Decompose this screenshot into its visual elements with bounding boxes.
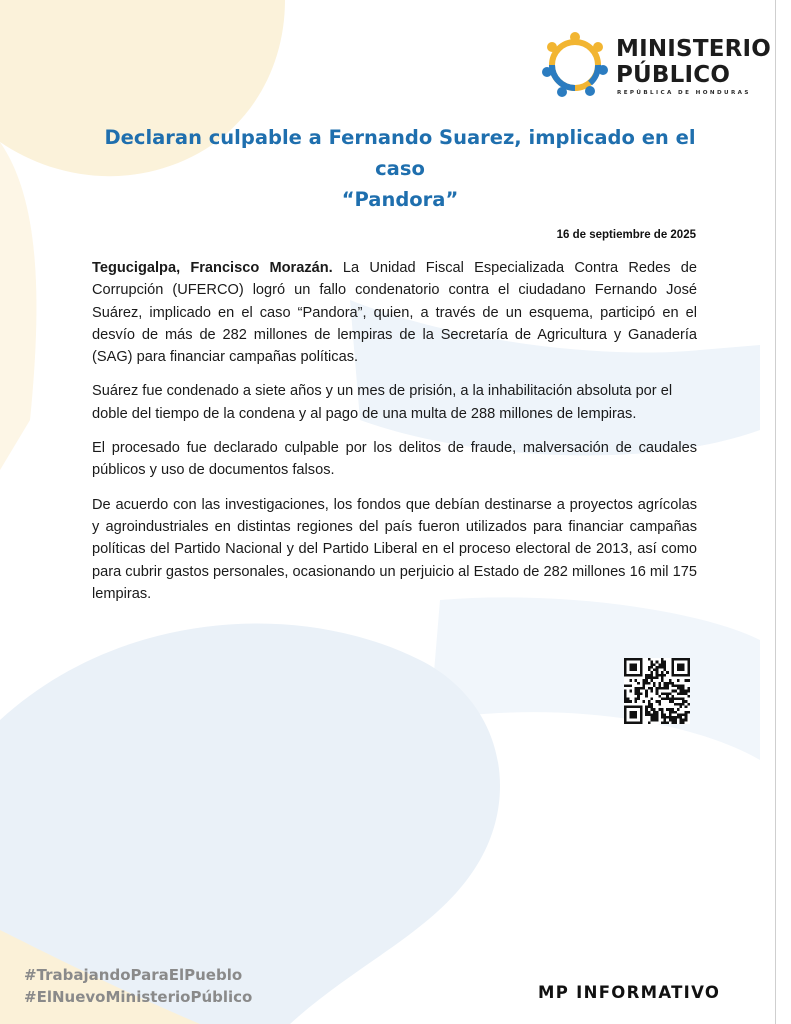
logo-word-ministerio: MINISTERIO	[616, 36, 772, 62]
paragraph-1-text: La Unidad Fiscal Especializada Contra Redes de Corrupción (UFERCO) logró un fallo condenatorio contra el ciudadano Fernando José Suárez, implicado en el caso “Pandora”, quien, a través de un esquema, participó en el desvío de más de 282 millones de lempiras de la Secretaría de Agricultura y Ganadería (SAG) para financiar campañas políticas.	[92, 260, 697, 366]
logo-subtitle: REPÚBLICA DE HONDURAS	[617, 90, 751, 96]
article-title-line2: “Pandora”	[341, 188, 459, 211]
mp-informativo-brand: MP INFORMATIVO	[538, 983, 721, 1002]
lead-location: Tegucigalpa, Francisco Morazán.	[92, 260, 333, 276]
qr-code	[624, 658, 690, 724]
article-paragraph-2: Suárez fue condenado a siete años y un mes de prisión, a la inhabilitación absoluta por el doble del tiempo de la condena y al pago de una multa de 288 millones de lempiras.	[92, 383, 673, 422]
article-body	[92, 257, 697, 617]
hashtag-nuevo-ministerio: #ElNuevoMinisterioPúblico	[24, 988, 253, 1006]
article-date: 16 de septiembre de 2025	[556, 229, 696, 241]
hashtags	[24, 964, 252, 1008]
ministerio-publico-logo	[540, 30, 770, 106]
article-paragraph-1	[92, 257, 697, 368]
hashtag-trabajando: #TrabajandoParaElPueblo	[24, 966, 243, 984]
logo-word-publico: PÚBLICO	[616, 62, 731, 88]
article-paragraph-3: El procesado fue declarado culpable por los delitos de fraude, malversación de caudales públicos y uso de documentos falsos.	[92, 440, 697, 479]
article-title	[80, 122, 720, 215]
article-title-line1: Declaran culpable a Fernando Suarez, implicado en el caso	[104, 126, 696, 180]
page-edge-rule	[775, 0, 776, 1024]
article-paragraph-4: De acuerdo con las investigaciones, los fondos que debían destinarse a proyectos agrícolas y agroindustriales en distintas regiones del país fueron utilizados para financiar campañas políticas del Partido Nacional y del Partido Liberal en el proceso electoral de 2013, así como para cubrir gastos personales, ocasionando un perjuicio al Estado de 282 millones 16 mil 175 lempiras.	[92, 496, 697, 602]
ministerio-publico-emblem-icon	[540, 30, 610, 100]
